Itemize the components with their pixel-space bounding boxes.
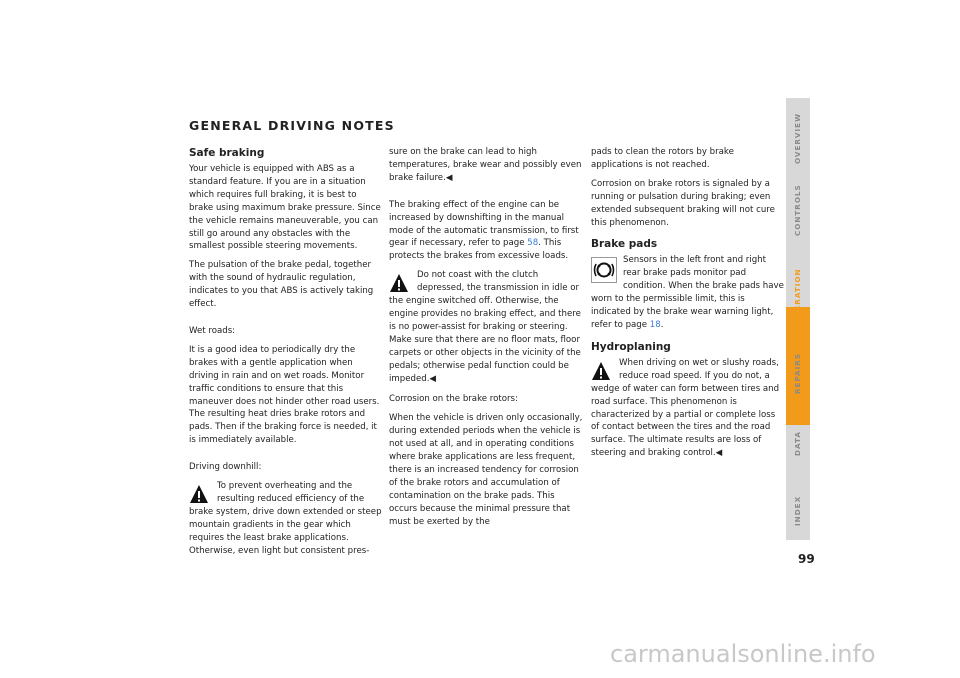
engine-braking-text: The braking effect of the engine can be increased by downshifting in the manual mode of the automatic transmission, to first gear if necessary, refer to page	[389, 199, 579, 249]
page-58-link[interactable]: 58	[527, 238, 539, 249]
hydroplaning-warning	[591, 357, 785, 460]
downhill-warning-text: To prevent overheating and the resulting reduced efficiency of the brake system, drive down extended or steep mountain gradients in the gear which requires the least brake applications. Otherwise, even light but consistent pres-	[189, 481, 382, 556]
tab-operation[interactable]: OPERATION	[793, 268, 802, 324]
page-number: 99	[798, 552, 815, 566]
coasting-warning-text: Do not coast with the clutch depressed, the transmission in idle or the engine switched off. Otherwise, the engine provides no braking effect, and there is no power-assist for braking or steering. Make sure that there are no floor mats, floor carpets or other objects in the vicinity of the pedals; otherwise pedal function could be impeded.◀	[389, 270, 581, 384]
engine-braking-paragraph	[389, 199, 583, 264]
downhill-label: Driving downhill:	[189, 462, 262, 473]
tab-overview[interactable]: OVERVIEW	[793, 113, 802, 164]
rotor-cleaning-paragraph: pads to clean the rotors by brake applications is not reached.	[591, 147, 734, 170]
brake-pads-heading: Brake pads	[591, 238, 658, 251]
tab-data[interactable]: DATA	[793, 431, 802, 456]
rotor-corrosion-paragraph: Corrosion on brake rotors is signaled by a running or pulsation during braking; even extended subsequent braking will not cure this phenomenon.	[591, 178, 775, 228]
warning-icon	[591, 360, 611, 382]
warning-icon	[189, 483, 209, 505]
pulsation-paragraph: The pulsation of the brake pedal, together with the sound of hydraulic regulation, indicates to you that ABS is actively taking effect.	[189, 260, 374, 310]
column-3	[591, 146, 785, 460]
safe-braking-heading: Safe braking	[189, 147, 265, 159]
engine-braking-text-end: . This protects the brakes from excessive loads.	[389, 238, 569, 262]
page-18-link[interactable]: 18	[649, 319, 661, 330]
tab-index[interactable]: INDEX	[793, 495, 802, 526]
brake-failure-paragraph: sure on the brake can lead to high temperatures, brake wear and possibly even brake failure.◀	[389, 147, 582, 183]
brake-pads-text-end: .	[660, 319, 664, 330]
coasting-warning	[389, 269, 583, 385]
hydroplaning-heading: Hydroplaning	[591, 340, 671, 353]
wet-roads-label: Wet roads:	[189, 325, 236, 336]
hydroplaning-text: When driving on wet or slushy roads, reduce road speed. If you do not, a wedge of water can form between tires and road surface. This phenomenon is characterized by a partial or complete loss of contact between the tires and the road surface. The ultimate results are loss of steering and braking control.◀	[591, 357, 780, 459]
tab-repairs[interactable]: REPAIRS	[793, 353, 802, 394]
column-1	[189, 146, 383, 557]
abs-paragraph: Your vehicle is equipped with ABS as a standard feature. If you are in a situation which requires full braking, it is best to brake using maximum brake pressure. Since the vehicle remains maneuverable, you can still go around any obstacles with the smallest possible steering movements.	[189, 164, 381, 252]
brake-pads-text: Sensors in the left front and right rear brake pads monitor pad condition. When the brake pads have worn to the permissible limit, this is indicated by the brake wear warning light, refer to page	[591, 255, 784, 330]
tab-controls[interactable]: CONTROLS	[793, 184, 802, 236]
wet-roads-paragraph: It is a good idea to periodically dry the brakes with a gentle application when driving in rain and on wet roads. Monitor traffic conditions to ensure that this maneuver does not hinder other road users. The resulting heat dries brake rotors and pads. Then if the braking force is needed, it is immediately available.	[189, 344, 380, 446]
section-tabs	[786, 98, 810, 540]
brake-pads-block	[591, 254, 785, 331]
watermark: carmanualsonline.info	[610, 640, 876, 668]
corrosion-paragraph: When the vehicle is driven only occasionally, during extended periods when the vehicle is not used at all, and in operating conditions where brake applications are less frequent, there is an increased tendency for corrosion of the brake rotors and accumulation of contamination on the brake pads. This occurs because the minimal pressure that must be exerted by the	[389, 413, 583, 527]
brake-wear-indicator-icon	[591, 257, 617, 283]
column-2	[389, 146, 583, 534]
page-title: GENERAL DRIVING NOTES	[189, 118, 395, 133]
corrosion-label: Corrosion on the brake rotors:	[389, 394, 518, 405]
downhill-warning	[189, 480, 383, 557]
warning-icon	[389, 272, 409, 294]
